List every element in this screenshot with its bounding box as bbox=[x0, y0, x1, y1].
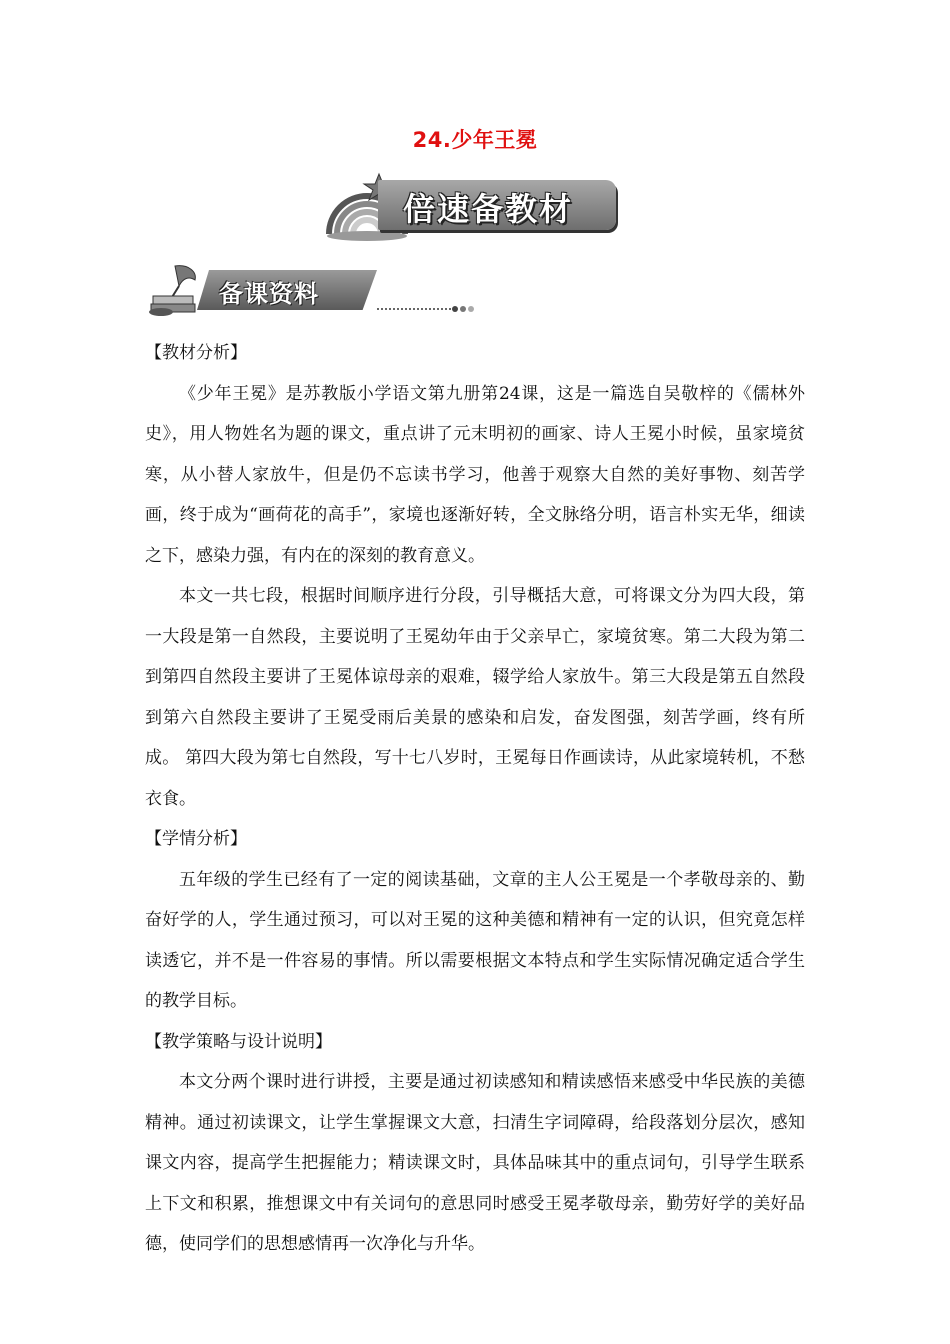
section-heading: 【教材分析】 bbox=[145, 343, 247, 363]
paragraph: 《少年王冕》是苏教版小学语文第九册第24课，这是一篇选自吴敬梓的《儒林外史》，用人物姓名为题的课文，重点讲了元末明初的画家、诗人王冕小时候，虽家境贫寒，从小替人家放牛，但是仍不忘读书学习，他善于观察大自然的美好事物、刻苦学画，终于成为“画荷花的高手”，家境也逐渐好转，全文脉络分明，语言朴实无华，细读之下，感染力强，有内在的深刻的教育意义。 bbox=[145, 383, 805, 566]
banner-label: 倍速备教材 bbox=[403, 190, 574, 228]
dots-icon bbox=[451, 304, 475, 314]
sub-banner-label: 备课资料 bbox=[219, 280, 319, 308]
paragraph: 本文分两个课时进行讲授，主要是通过初读感知和精读感悟来感受中华民族的美德精神。通过初读课文，让学生掌握课文大意，扫清生字词障碍，给段落划分层次，感知课文内容，提高学生把握能力；精读课文时，具体品味其中的重点词句，引导学生联系上下文和积累，推想课文中有关词句的意思同时感受王冕孝敬母亲，勤劳好学的美好品德，使同学们的思想感情再一次净化与升华。 bbox=[145, 1072, 805, 1254]
document-body bbox=[145, 333, 805, 1265]
dotted-divider bbox=[377, 308, 451, 310]
paragraph: 五年级的学生已经有了一定的阅读基础，文章的主人公王冕是一个孝敬母亲的、勤奋好学的人，学生通过预习，可以对王冕的这种美德和精神有一定的认识，但究竟怎样读透它，并不是一件容易的事情。所以需要根据文本特点和学生实际情况确定适合学生的教学目标。 bbox=[145, 869, 805, 1011]
section-heading: 【学情分析】 bbox=[145, 829, 247, 849]
sub-section-banner bbox=[145, 262, 475, 322]
section-banner bbox=[323, 172, 623, 244]
paragraph: 本文一共七段，根据时间顺序进行分段，引导概括大意，可将课文分为四大段，第一大段是第一自然段，主要说明了王冕幼年由于父亲早亡，家境贫寒。第二大段为第二到第四自然段主要讲了王冕体谅母亲的艰难，辍学给人家放牛。第三大段是第五自然段到第六自然段主要讲了王冕受雨后美景的感染和启发，奋发图强，刻苦学画，终有所成。 第四大段为第七自然段，写十七八岁时，王冕每日作画读诗，从此家境转机，不愁衣食。 bbox=[145, 586, 805, 809]
page-title: 24.少年王冕 bbox=[412, 128, 538, 152]
section-heading: 【教学策略与设计说明】 bbox=[145, 1031, 332, 1052]
